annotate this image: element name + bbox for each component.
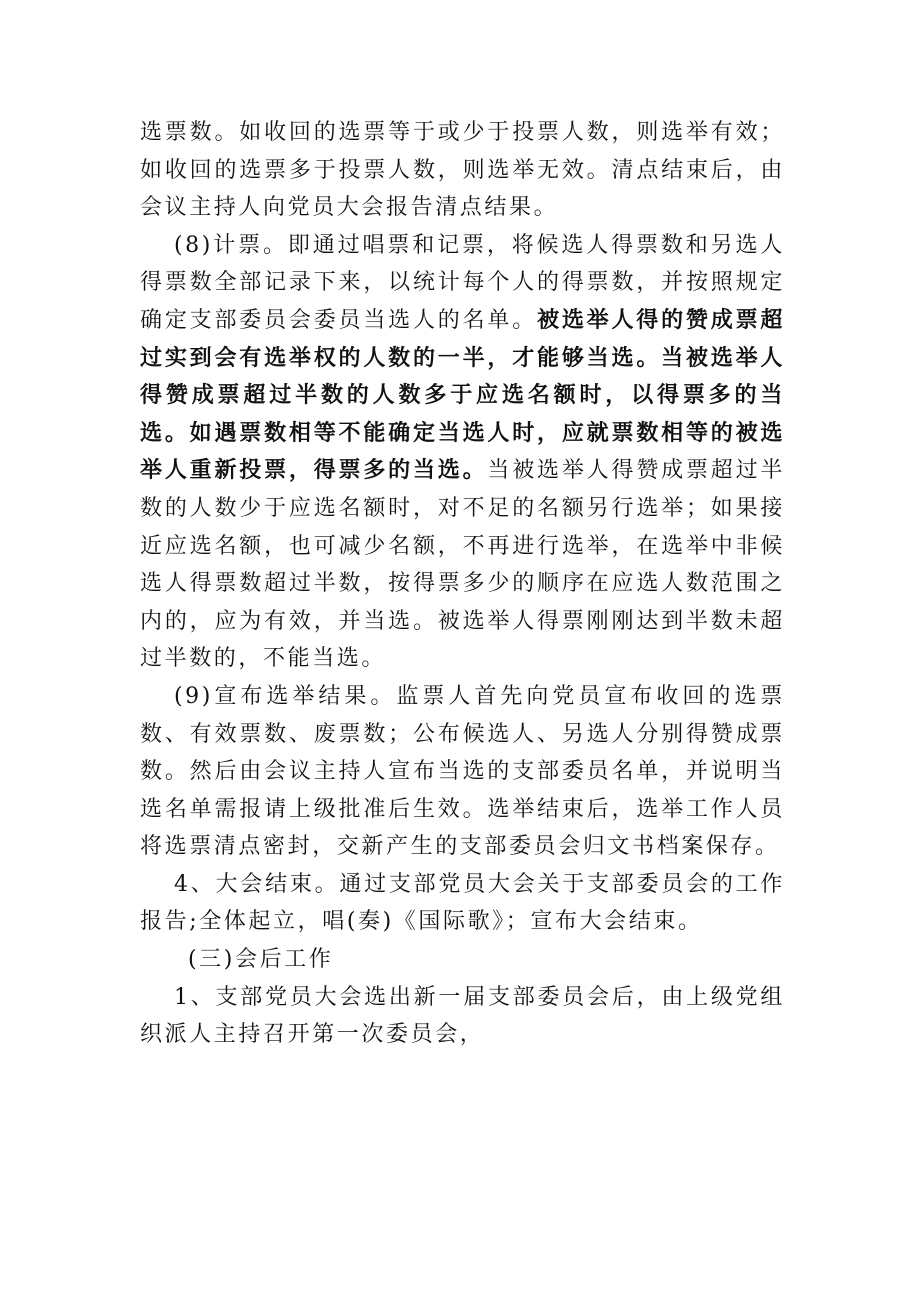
paragraph-meeting-end — [140, 866, 785, 941]
document-page — [140, 114, 785, 1054]
text-run: (8)计票。即通过唱票和记票，将候选人得票数和另选人得票数全部记录下来，以统计每个人的得票数，并按照规定确定支部委员会委员当选人的名单。 — [140, 232, 785, 333]
text-run: (9)宣布选举结果。监票人首先向党员宣布收回的选票数、有效票数、废票数；公布候选人、另选人分别得赞成票数。然后由会议主持人宣布当选的支部委员名单，并说明当选名单需报请上级批准后生效。选举结束后，选举工作人员将选票清点密封，交新产生的支部委员会归文书档案保存。 — [140, 683, 785, 860]
paragraph-vote-tally — [140, 227, 785, 678]
text-run: 4、大会结束。通过支部党员大会关于支部委员会的工作报告;全体起立，唱(奏)《国际歌》；宣布大会结束。 — [140, 871, 785, 935]
paragraph-first-committee-meeting — [140, 979, 785, 1054]
text-run: 1、支部党员大会选出新一届支部委员会后，由上级党组织派人主持召开第一次委员会， — [140, 984, 785, 1048]
heading-text: (三)会后工作 — [188, 947, 334, 973]
section-heading-post-meeting — [140, 941, 785, 979]
text-run: 选票数。如收回的选票等于或少于投票人数，则选举有效；如收回的选票多于投票人数，则选举无效。清点结束后，由会议主持人向党员大会报告清点结果。 — [140, 120, 785, 221]
paragraph-announce-results — [140, 678, 785, 866]
text-run: 当被选举人得赞成票超过半数的人数少于应选名额时，对不足的名额另行选举；如果接近应选名额，也可减少名额，不再进行选举，在选举中非候选人得票数超过半数，按得票多少的顺序在应选人数范围之内的，应为有效，并当选。被选举人得票刚刚达到半数未超过半数的，不能当选。 — [140, 458, 785, 672]
bold-text-run: 被选举人得的赞成票超过实到会有选举权的人数的一半，才能够当选。当被选举人得赞成票超过半数的人数多于应选名额时，以得票多的当选。如遇票数相等不能确定当选人时，应就票数相等的被选举人重新投票，得票多的当选。 — [140, 306, 785, 484]
paragraph-vote-count-result — [140, 114, 785, 227]
